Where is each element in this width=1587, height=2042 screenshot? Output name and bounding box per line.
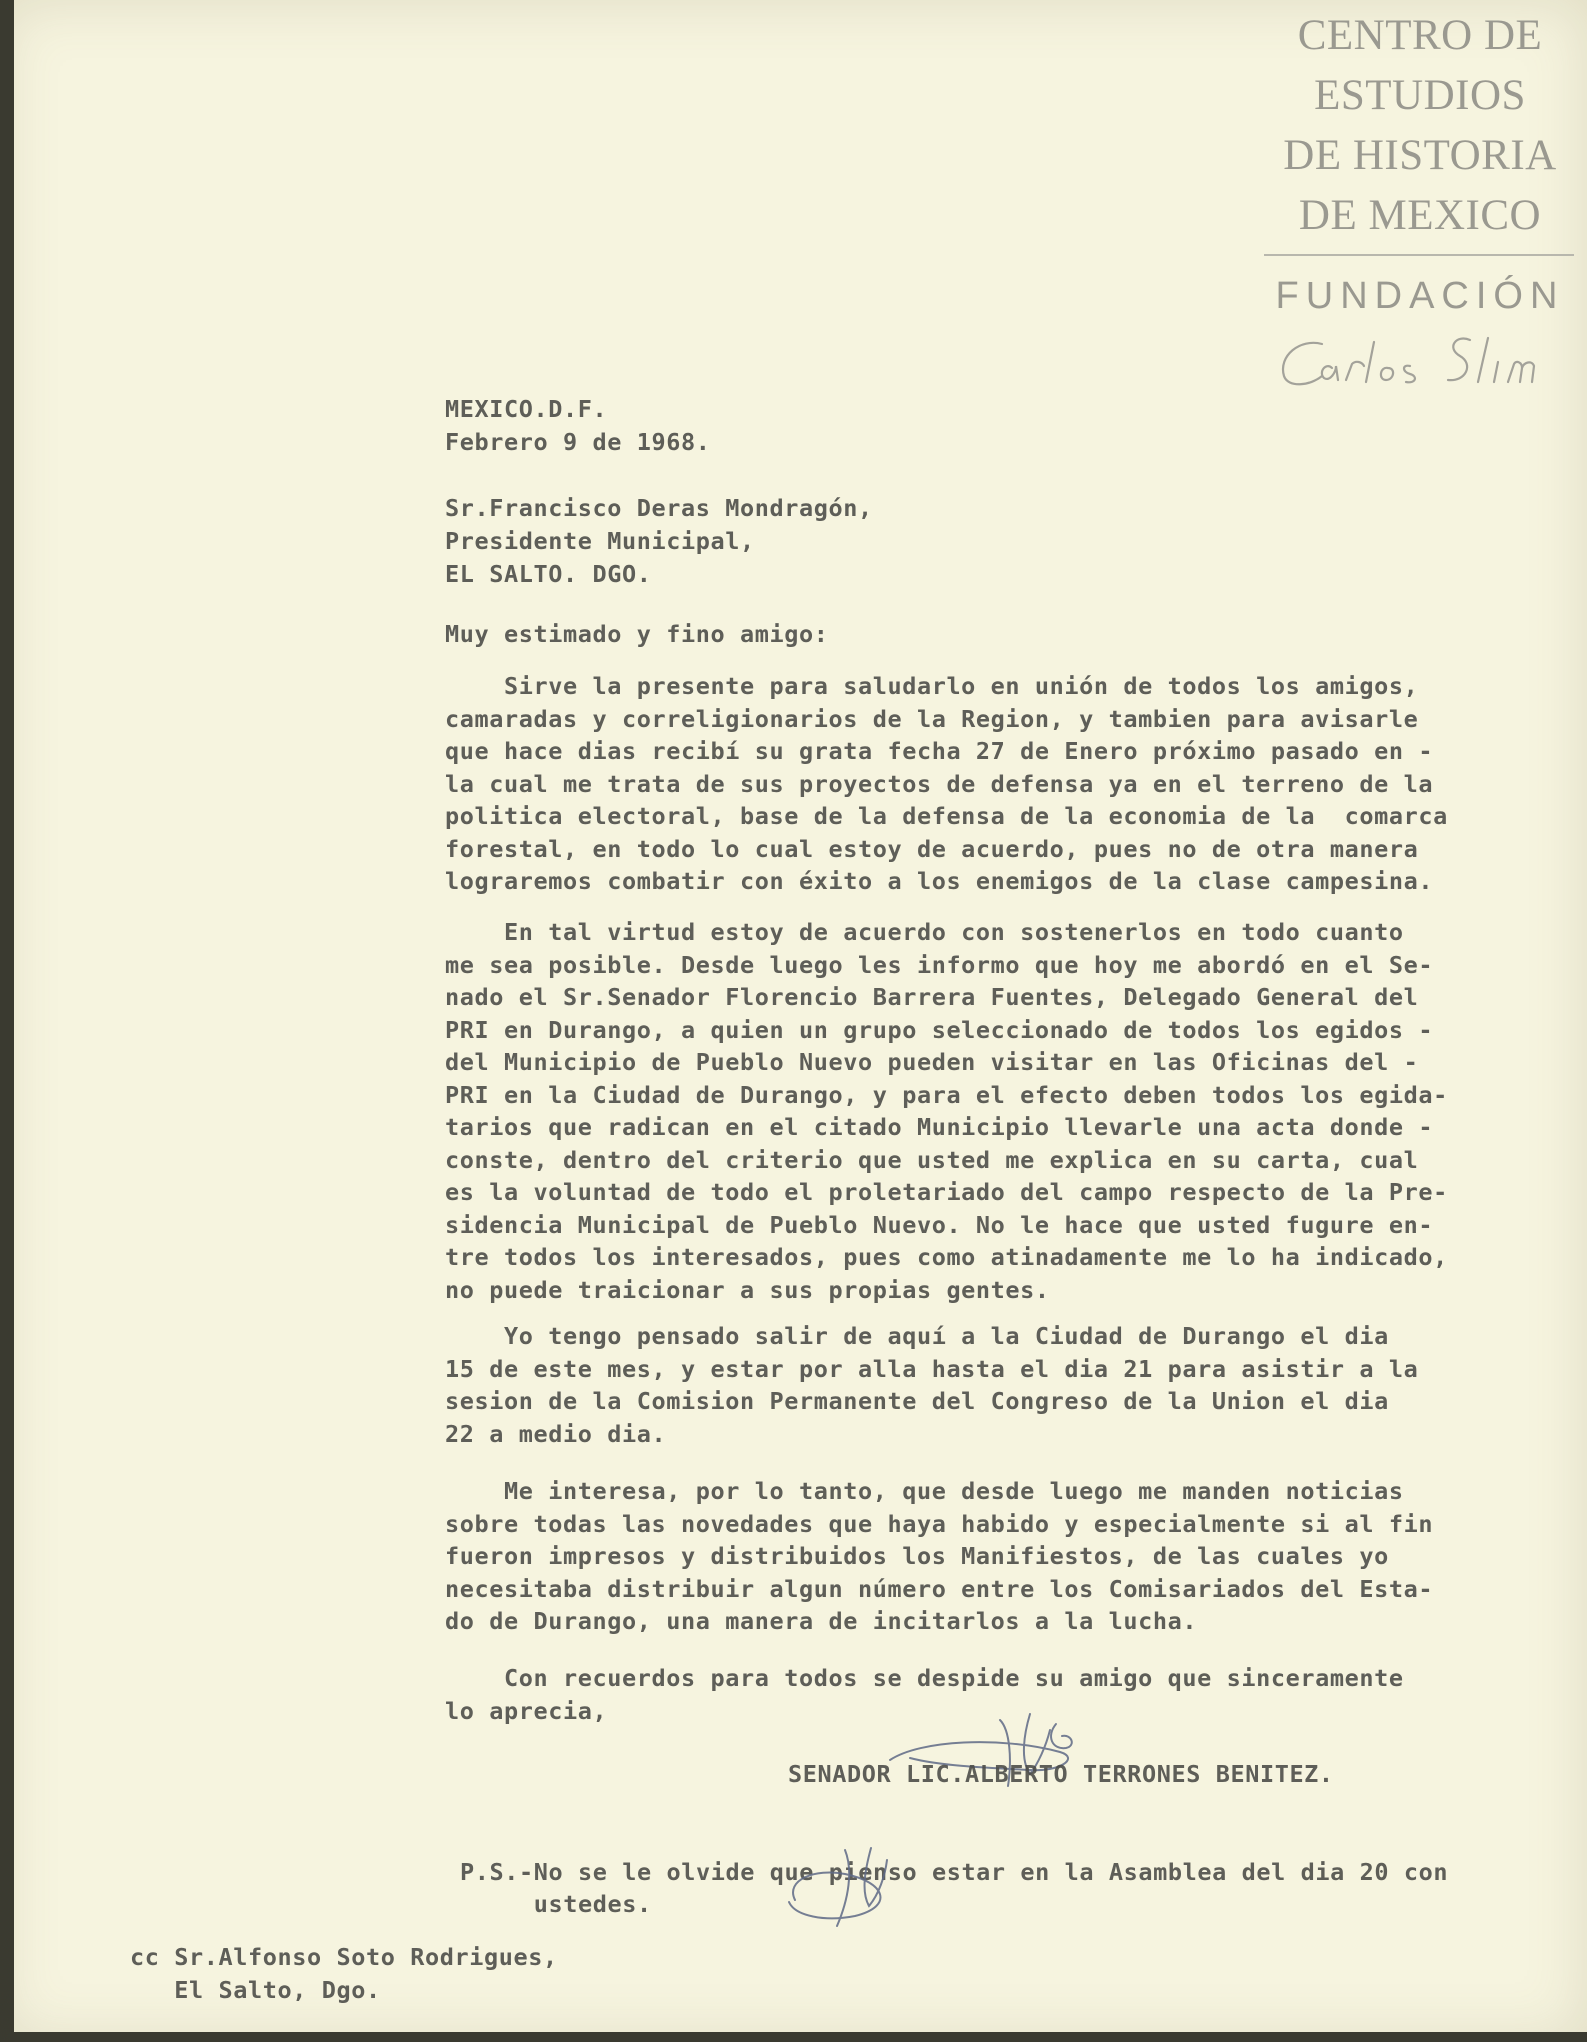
paragraph-line: que hace dias recibí su grata fecha 27 de Enero próximo pasado en - — [445, 737, 1434, 765]
paragraph-line: fueron impresos y distribuidos los Manifiestos, de las cuales yo — [445, 1542, 1389, 1570]
paragraph-line: necesitaba distribuir algun número entre los Comisariados del Esta- — [445, 1574, 1434, 1603]
salutation: Muy estimado y fino amigo: — [445, 620, 829, 648]
watermark-foundation: FUNDACIÓN — [1275, 275, 1565, 317]
watermark-line-3: DE HISTORIA — [1283, 132, 1557, 179]
initials-signature — [775, 1840, 935, 1930]
paragraph-line: do de Durango, una manera de incitarlos a la lucha. — [445, 1607, 1198, 1635]
watermark-signature-logo — [1270, 326, 1570, 401]
paragraph-line: lograremos combatir con éxito a los enemigos de la clase campesina. — [445, 867, 1434, 895]
paragraph-line: es la voluntad de todo el proletariado del campo respecto de la Pre- — [445, 1178, 1448, 1206]
watermark-line-1: CENTRO DE — [1297, 12, 1543, 59]
paragraph-line: Con recuerdos para todos se despide su amigo que sinceramente — [445, 1664, 1404, 1692]
recipient-name: Sr.Francisco Deras Mondragón, — [445, 494, 873, 522]
paragraph-line: del Municipio de Pueblo Nuevo pueden visitar en las Oficinas del - — [445, 1048, 1419, 1076]
cc-location: El Salto, Dgo. — [130, 1976, 381, 2004]
archive-watermark — [1270, 6, 1570, 401]
paragraph-line: 15 de este mes, y estar por alla hasta el dia 21 para asistir a la — [445, 1354, 1419, 1383]
recipient-location: EL SALTO. DGO. — [445, 560, 652, 588]
postscript-line-2: ustedes. — [460, 1890, 652, 1918]
recipient-title: Presidente Municipal, — [445, 527, 755, 555]
letter-date: Febrero 9 de 1968. — [445, 428, 711, 456]
watermark-line-2: ESTUDIOS — [1314, 72, 1526, 119]
scan-edge-left — [0, 0, 14, 2042]
paragraph-line: me sea posible. Desde luego les informo que hoy me abordó en el Se- — [445, 950, 1434, 979]
paragraph-line: sobre todas las novedades que haya habido y especialmente si al fin — [445, 1509, 1434, 1538]
paragraph-line: PRI en la Ciudad de Durango, y para el efecto deben todos los egida- — [445, 1080, 1448, 1109]
paragraph-2 — [445, 916, 1520, 1306]
paragraph-line: conste, dentro del criterio que usted me explica en su carta, cual — [445, 1145, 1419, 1174]
paragraph-3 — [445, 1320, 1520, 1450]
paragraph-line: la cual me trata de sus proyectos de defensa ya en el terreno de la — [445, 769, 1434, 798]
paragraph-line: 22 a medio dia. — [445, 1419, 667, 1448]
paragraph-line: sesion de la Comision Permanente del Congreso de la Union el dia — [445, 1387, 1389, 1415]
paragraph-line: no puede traicionar a sus propias gentes. — [445, 1275, 1050, 1304]
paragraph-line: forestal, en todo lo cual estoy de acuerdo, pues no de otra manera — [445, 834, 1419, 863]
paragraph-1 — [445, 670, 1520, 898]
postscript-line-1: P.S.-No se le olvide que pienso estar en la Asamblea del dia 20 con — [460, 1858, 1449, 1886]
watermark-line-4: DE MEXICO — [1298, 192, 1542, 239]
paragraph-4 — [445, 1475, 1520, 1638]
scan-edge-bottom — [0, 2032, 1587, 2042]
watermark-divider — [1264, 254, 1574, 256]
letter-place: MEXICO.D.F. — [445, 395, 608, 423]
paragraph-line: tarios que radican en el citado Municipio llevarle una acta donde - — [445, 1113, 1434, 1141]
paragraph-line: camaradas y correligionarios de la Region, y tambien para avisarle — [445, 704, 1419, 733]
paragraph-line: lo aprecia, — [445, 1696, 608, 1725]
paragraph-line: Sirve la presente para saludarlo en unión de todos los amigos, — [445, 672, 1419, 700]
paragraph-line: Me interesa, por lo tanto, que desde luego me manden noticias — [445, 1477, 1404, 1505]
paragraph-line: sidencia Municipal de Pueblo Nuevo. No le hace que usted fugure en- — [445, 1210, 1434, 1239]
signature-line: SENADOR LIC.ALBERTO TERRONES BENITEZ. — [788, 1760, 1334, 1788]
paragraph-line: En tal virtud estoy de acuerdo con sostenerlos en todo cuanto — [445, 918, 1404, 946]
cc-recipient: cc Sr.Alfonso Soto Rodrigues, — [130, 1943, 558, 1971]
paragraph-line: Yo tengo pensado salir de aquí a la Ciudad de Durango el dia — [445, 1322, 1389, 1350]
paragraph-line: politica electoral, base de la defensa de la economia de la comarca — [445, 802, 1448, 830]
paragraph-line: tre todos los interesados, pues como atinadamente me lo ha indicado, — [445, 1243, 1448, 1271]
paragraph-line: PRI en Durango, a quien un grupo seleccionado de todos los egidos - — [445, 1015, 1434, 1044]
paragraph-line: nado el Sr.Senador Florencio Barrera Fuentes, Delegado General del — [445, 983, 1419, 1011]
